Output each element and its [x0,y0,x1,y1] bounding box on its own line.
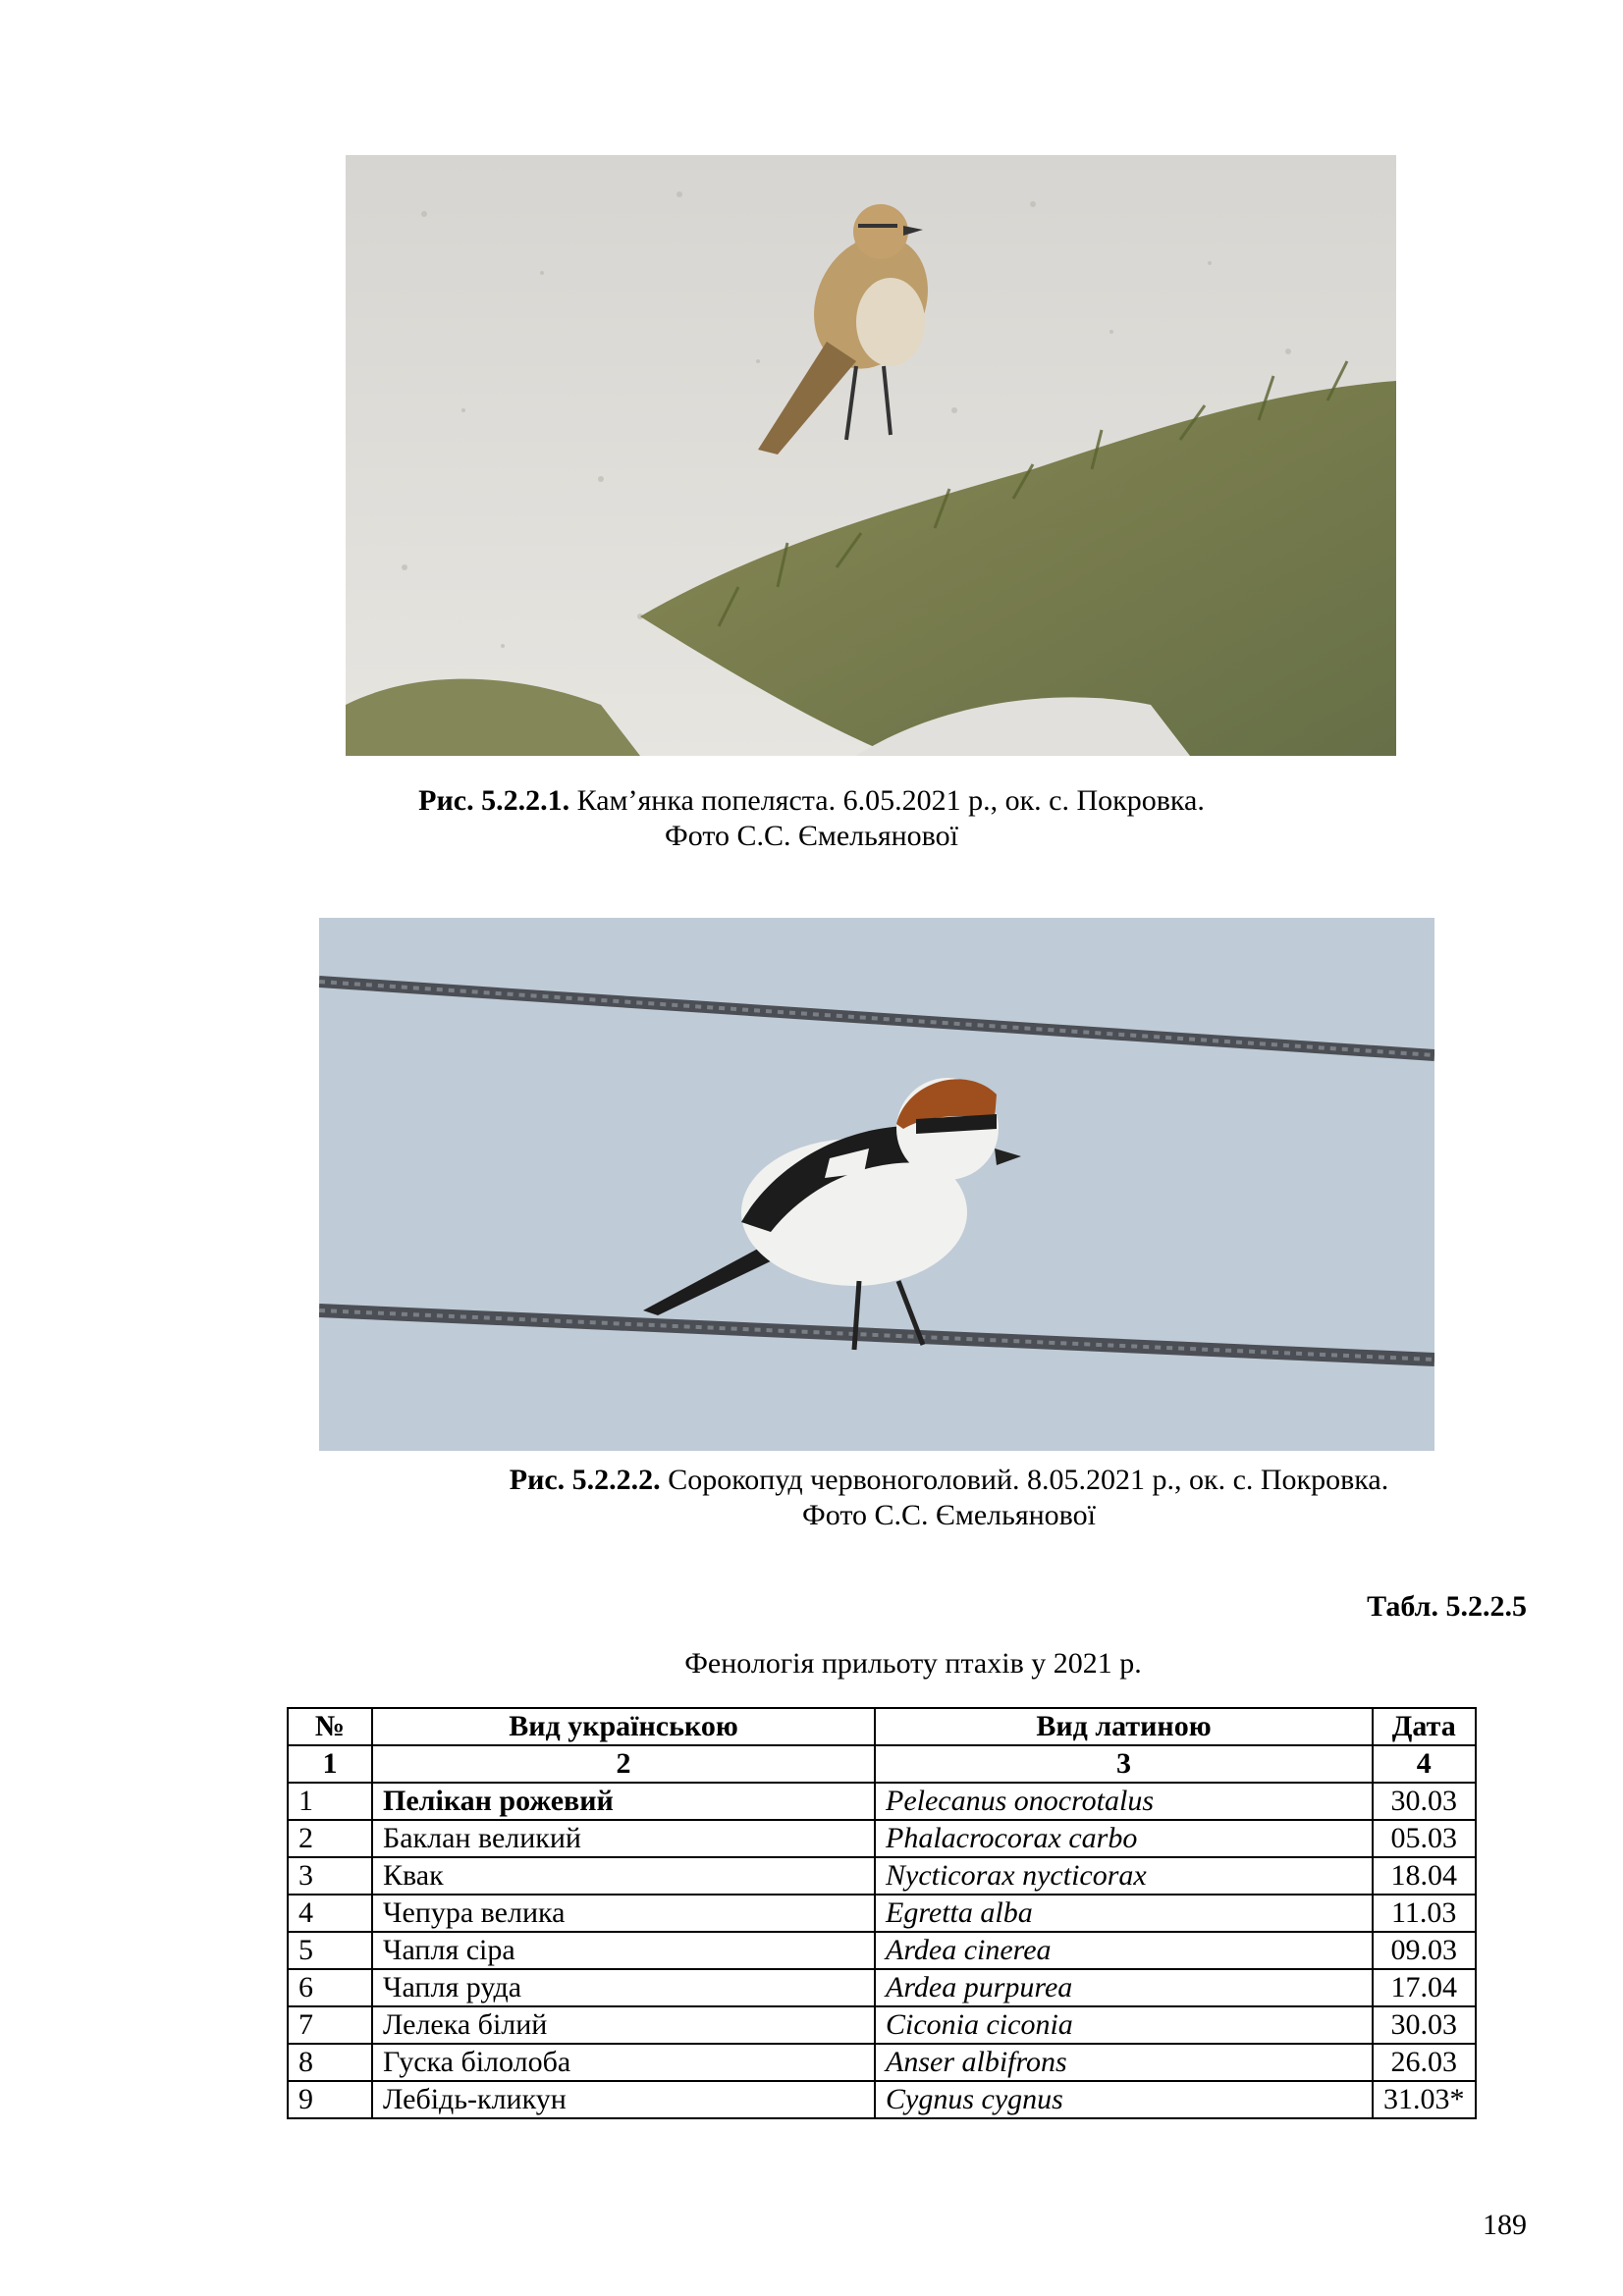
header-latin-name: Вид латиною [875,1708,1373,1745]
row-number: 2 [288,1820,372,1857]
row-number: 3 [288,1857,372,1895]
row-number: 1 [288,1783,372,1820]
figure-text: Сорокопуд червоноголовий. 8.05.2021 р., ок. с. Покровка. [660,1464,1389,1496]
column-number: 4 [1373,1745,1476,1783]
species-latin: Ciconia ciconia [875,2006,1373,2044]
figure-caption-2 [0,1463,1623,1533]
table-row [288,1895,1476,1932]
row-number: 6 [288,1969,372,2006]
species-ukrainian: Лелека білий [372,2006,875,2044]
species-latin: Cygnus cygnus [875,2081,1373,2118]
table-row [288,2081,1476,2118]
header-ukrainian-name: Вид українською [372,1708,875,1745]
phenology-table [287,1707,1477,2119]
species-ukrainian: Квак [372,1857,875,1895]
page-number: 189 [1483,2209,1527,2241]
arrival-date: 05.03 [1373,1820,1476,1857]
arrival-date: 30.03 [1373,1783,1476,1820]
row-number: 5 [288,1932,372,1969]
species-ukrainian: Гуска білолоба [372,2044,875,2081]
species-ukrainian: Чапля руда [372,1969,875,2006]
arrival-date: 17.04 [1373,1969,1476,2006]
table-row [288,1969,1476,2006]
arrival-date: 18.04 [1373,1857,1476,1895]
table-row [288,1857,1476,1895]
species-latin: Phalacrocorax carbo [875,1820,1373,1857]
species-ukrainian: Лебідь-кликун [372,2081,875,2118]
species-latin: Anser albifrons [875,2044,1373,2081]
figure-label: Рис. 5.2.2.1. [418,784,570,817]
table-row [288,1820,1476,1857]
figure-text: Кам’янка попеляста. 6.05.2021 р., ок. с. Покровка. [569,784,1205,817]
table-row [288,1783,1476,1820]
figure-caption-1 [0,783,1623,854]
table-header-row [288,1708,1476,1745]
table-row [288,2044,1476,2081]
row-number: 8 [288,2044,372,2081]
species-ukrainian: Баклан великий [372,1820,875,1857]
column-number: 1 [288,1745,372,1783]
figure-credit: Фото С.С. Ємельянової [665,820,958,852]
table-label: Табл. 5.2.2.5 [1367,1590,1527,1623]
row-number: 9 [288,2081,372,2118]
table-row [288,1932,1476,1969]
figure-label: Рис. 5.2.2.2. [509,1464,661,1496]
header-number: № [288,1708,372,1745]
header-date: Дата [1373,1708,1476,1745]
arrival-date: 09.03 [1373,1932,1476,1969]
column-number: 2 [372,1745,875,1783]
column-number: 3 [875,1745,1373,1783]
species-latin: Ardea cinerea [875,1932,1373,1969]
arrival-date: 26.03 [1373,2044,1476,2081]
species-ukrainian: Пелікан рожевий [372,1783,875,1820]
species-latin: Ardea purpurea [875,1969,1373,2006]
row-number: 7 [288,2006,372,2044]
table-row [288,2006,1476,2044]
figure-credit: Фото С.С. Ємельянової [802,1499,1096,1531]
photo-isabelline-wheatear [346,155,1396,756]
photo-woodchat-shrike [319,918,1434,1451]
column-number-row [288,1745,1476,1783]
row-number: 4 [288,1895,372,1932]
arrival-date: 31.03* [1373,2081,1476,2118]
arrival-date: 11.03 [1373,1895,1476,1932]
species-latin: Pelecanus onocrotalus [875,1783,1373,1820]
species-ukrainian: Чепура велика [372,1895,875,1932]
arrival-date: 30.03 [1373,2006,1476,2044]
species-latin: Nycticorax nycticorax [875,1857,1373,1895]
table-title: Фенологія прильоту птахів у 2021 р. [684,1647,1142,1680]
species-ukrainian: Чапля сіра [372,1932,875,1969]
species-latin: Egretta alba [875,1895,1373,1932]
